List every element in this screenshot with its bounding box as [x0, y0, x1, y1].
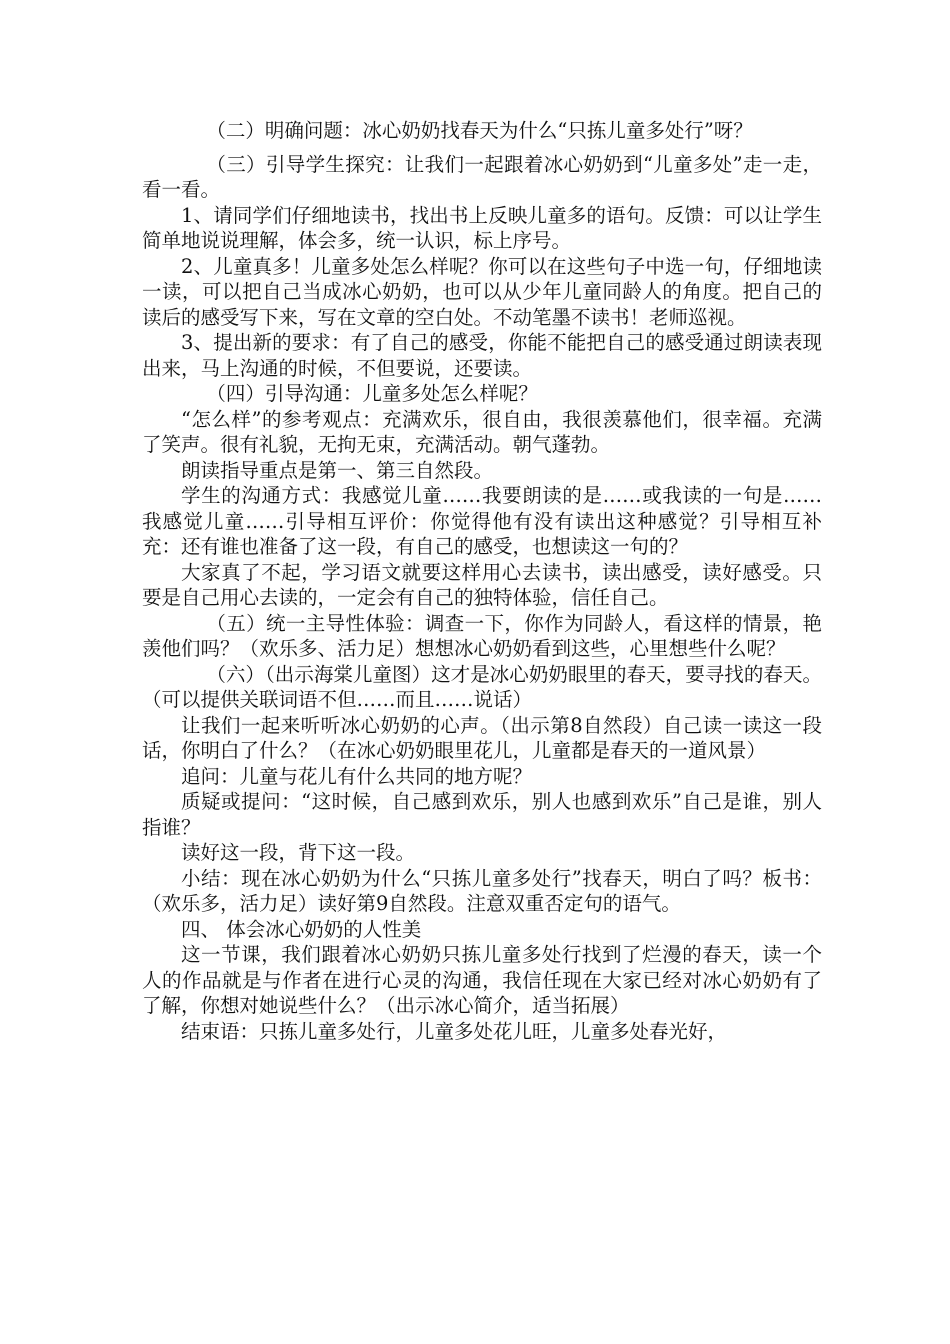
paragraph-step-3: 3、提出新的要求：有了自己的感受，你能不能把自己的感受通过朗读表现出来，马上沟通的时候，不但要说，还要读。 — [142, 331, 822, 380]
paragraph-closing: 结束语：只拣儿童多处行，儿童多处花儿旺，儿童多处春光好， — [181, 1019, 728, 1043]
paragraph-student-method: 学生的沟通方式：我感觉儿童……我要朗读的是……或我读的一句是……我感觉儿童……引导相互评价：你觉得他有没有读出这种感觉？引导相互补充：还有谁也准备了这一段，有自己的感受，也想读这一句的？ — [142, 484, 822, 558]
paragraph-praise: 大家真了不起，学习语文就要这样用心去读书，读出感受，读好感受。只要是自己用心去读的，一定会有自己的独特体验，信任自己。 — [142, 560, 822, 609]
paragraph-reading-focus: 朗读指导重点是第一、第三自然段。 — [181, 458, 494, 482]
paragraph-communicate: （四）引导沟通：儿童多处怎么样呢？ — [206, 382, 538, 405]
paragraph-step-1: 1、请同学们仔细地读书，找出书上反映儿童多的语句。反馈：可以让学生简单地说说理解，体会多，统一认识，标上序号。 — [142, 203, 822, 252]
paragraph-explore: （三）引导学生探究：让我们一起跟着冰心奶奶到“儿童多处”走一走，看一看。 — [142, 152, 822, 201]
paragraph-unify-experience: （五）统一主导性体验：调查一下，你作为同龄人，看这样的情景，艳羡他们吗？（欢乐多、活力足）想想冰心奶奶看到这些，心里想些什么呢？ — [142, 611, 822, 660]
paragraph-viewpoints: “怎么样”的参考观点：充满欢乐，很自由，我很羡慕他们，很幸福。充满了笑声。很有礼貌，无拘无束，充满活动。朝气蓬勃。 — [142, 407, 822, 456]
paragraph-follow-up: 追问：儿童与花儿有什么共同的地方呢？ — [181, 764, 533, 788]
paragraph-summary: 小结：现在冰心奶奶为什么“只拣儿童多处行”找春天，明白了吗？板书：（欢乐多，活力足）读好第9自然段。注意双重否定句的语气。 — [142, 866, 822, 915]
paragraph-step-2: 2、儿童真多！儿童多处怎么样呢？你可以在这些句子中选一句，仔细地读一读，可以把自己当成冰心奶奶，也可以从少年儿童同龄人的角度。把自己的读后的感受写下来，写在文章的空白处。不动笔墨不读书！老师巡视。 — [142, 254, 822, 329]
paragraph-lesson-review: 这一节课，我们跟着冰心奶奶只拣儿童多处行找到了烂漫的春天，读一个人的作品就是与作者在进行心灵的沟通，我信任现在大家已经对冰心奶奶有了了解，你想对她说些什么？（出示冰心简介，适当拓展） — [142, 943, 822, 1017]
section-heading-four: 四、 体会冰心奶奶的人性美 — [181, 917, 422, 941]
document-body — [142, 118, 822, 1044]
paragraph-question-raise: 质疑或提问：“这时候，自己感到欢乐，别人也感到欢乐”自己是谁，别人指谁？ — [142, 790, 822, 839]
paragraph-recite: 读好这一段，背下这一段。 — [181, 841, 416, 864]
paragraph-show-picture: （六）（出示海棠儿童图）这才是冰心奶奶眼里的春天，要寻找的春天。（可以提供关联词语不但……而且……说话） — [142, 662, 822, 711]
paragraph-question: （二）明确问题：冰心奶奶找春天为什么“只拣儿童多处行”呀？ — [206, 119, 753, 142]
paragraph-listen: 让我们一起来听听冰心奶奶的心声。（出示第8自然段）自己读一读这一段话，你明白了什么？（在冰心奶奶眼里花儿，儿童都是春天的一道风景） — [142, 713, 822, 762]
